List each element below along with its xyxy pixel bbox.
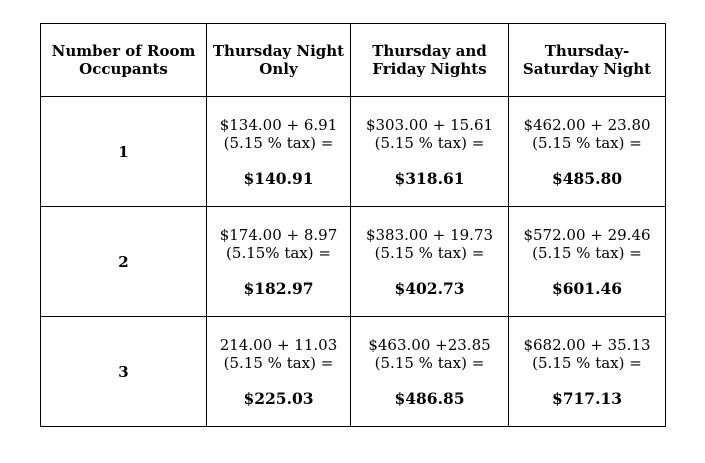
rate-cell [509,317,666,427]
tax-note: (5.15 % tax) = [532,243,642,262]
rate-total: $486.85 [394,388,465,408]
rate-calculation: $463.00 +23.85 [368,335,491,354]
rate-cell [351,97,509,207]
header-text: Number of Room [51,42,196,60]
rate-calculation: $682.00 + 35.13 [523,335,651,354]
rate-calculation: $572.00 + 29.46 [523,225,651,244]
rate-cell [351,207,509,317]
rate-calculation: $383.00 + 19.73 [365,225,494,244]
rate-cell [509,207,666,317]
tax-note: (5.15 % tax) = [223,353,334,372]
rate-total: $402.73 [394,278,465,298]
rate-calculation: $174.00 + 8.97 [219,225,338,244]
rate-cell [509,97,666,207]
rate-cell [207,317,351,427]
rate-total: $601.46 [551,278,623,298]
header-text: Only [259,60,298,78]
rate-calculation: $134.00 + 6.91 [219,115,338,134]
rate-calculation: $303.00 + 15.61 [365,115,494,134]
rate-cell [207,207,351,317]
rate-total: $182.97 [243,278,314,298]
tax-note: (5.15 % tax) = [374,133,485,152]
header-text: Occupants [79,60,168,78]
rate-total: $318.61 [394,168,465,188]
rate-cell [351,317,509,427]
header-occupants [41,24,207,97]
occupants-cell: 2 [41,207,207,317]
header-text: Thursday and [372,42,487,60]
rate-calculation: 214.00 + 11.03 [219,335,338,354]
rate-total: $140.91 [243,168,314,188]
table-row [41,207,666,317]
header-text: Thursday- [544,42,630,60]
rate-total: $225.03 [243,388,314,408]
tax-note: (5.15 % tax) = [223,133,334,152]
header-text: Friday Nights [372,60,487,78]
header-thursday-saturday [509,24,666,97]
header-text: Saturday Night [522,60,652,78]
room-rates-table [40,23,666,427]
tax-note: (5.15 % tax) = [532,133,642,152]
tax-note: (5.15 % tax) = [532,353,642,372]
rate-cell [207,97,351,207]
table-row [41,317,666,427]
tax-note: (5.15% tax) = [226,243,331,262]
tax-note: (5.15 % tax) = [374,353,485,372]
rate-total: $717.13 [551,388,623,408]
rate-total: $485.80 [551,168,623,188]
header-text: Thursday Night [212,42,345,60]
table-row [41,97,666,207]
header-row [41,24,666,97]
tax-note: (5.15 % tax) = [374,243,485,262]
occupants-cell: 1 [41,97,207,207]
header-thursday-friday [351,24,509,97]
header-thursday-only [207,24,351,97]
rate-calculation: $462.00 + 23.80 [523,115,651,134]
occupants-cell: 3 [41,317,207,427]
